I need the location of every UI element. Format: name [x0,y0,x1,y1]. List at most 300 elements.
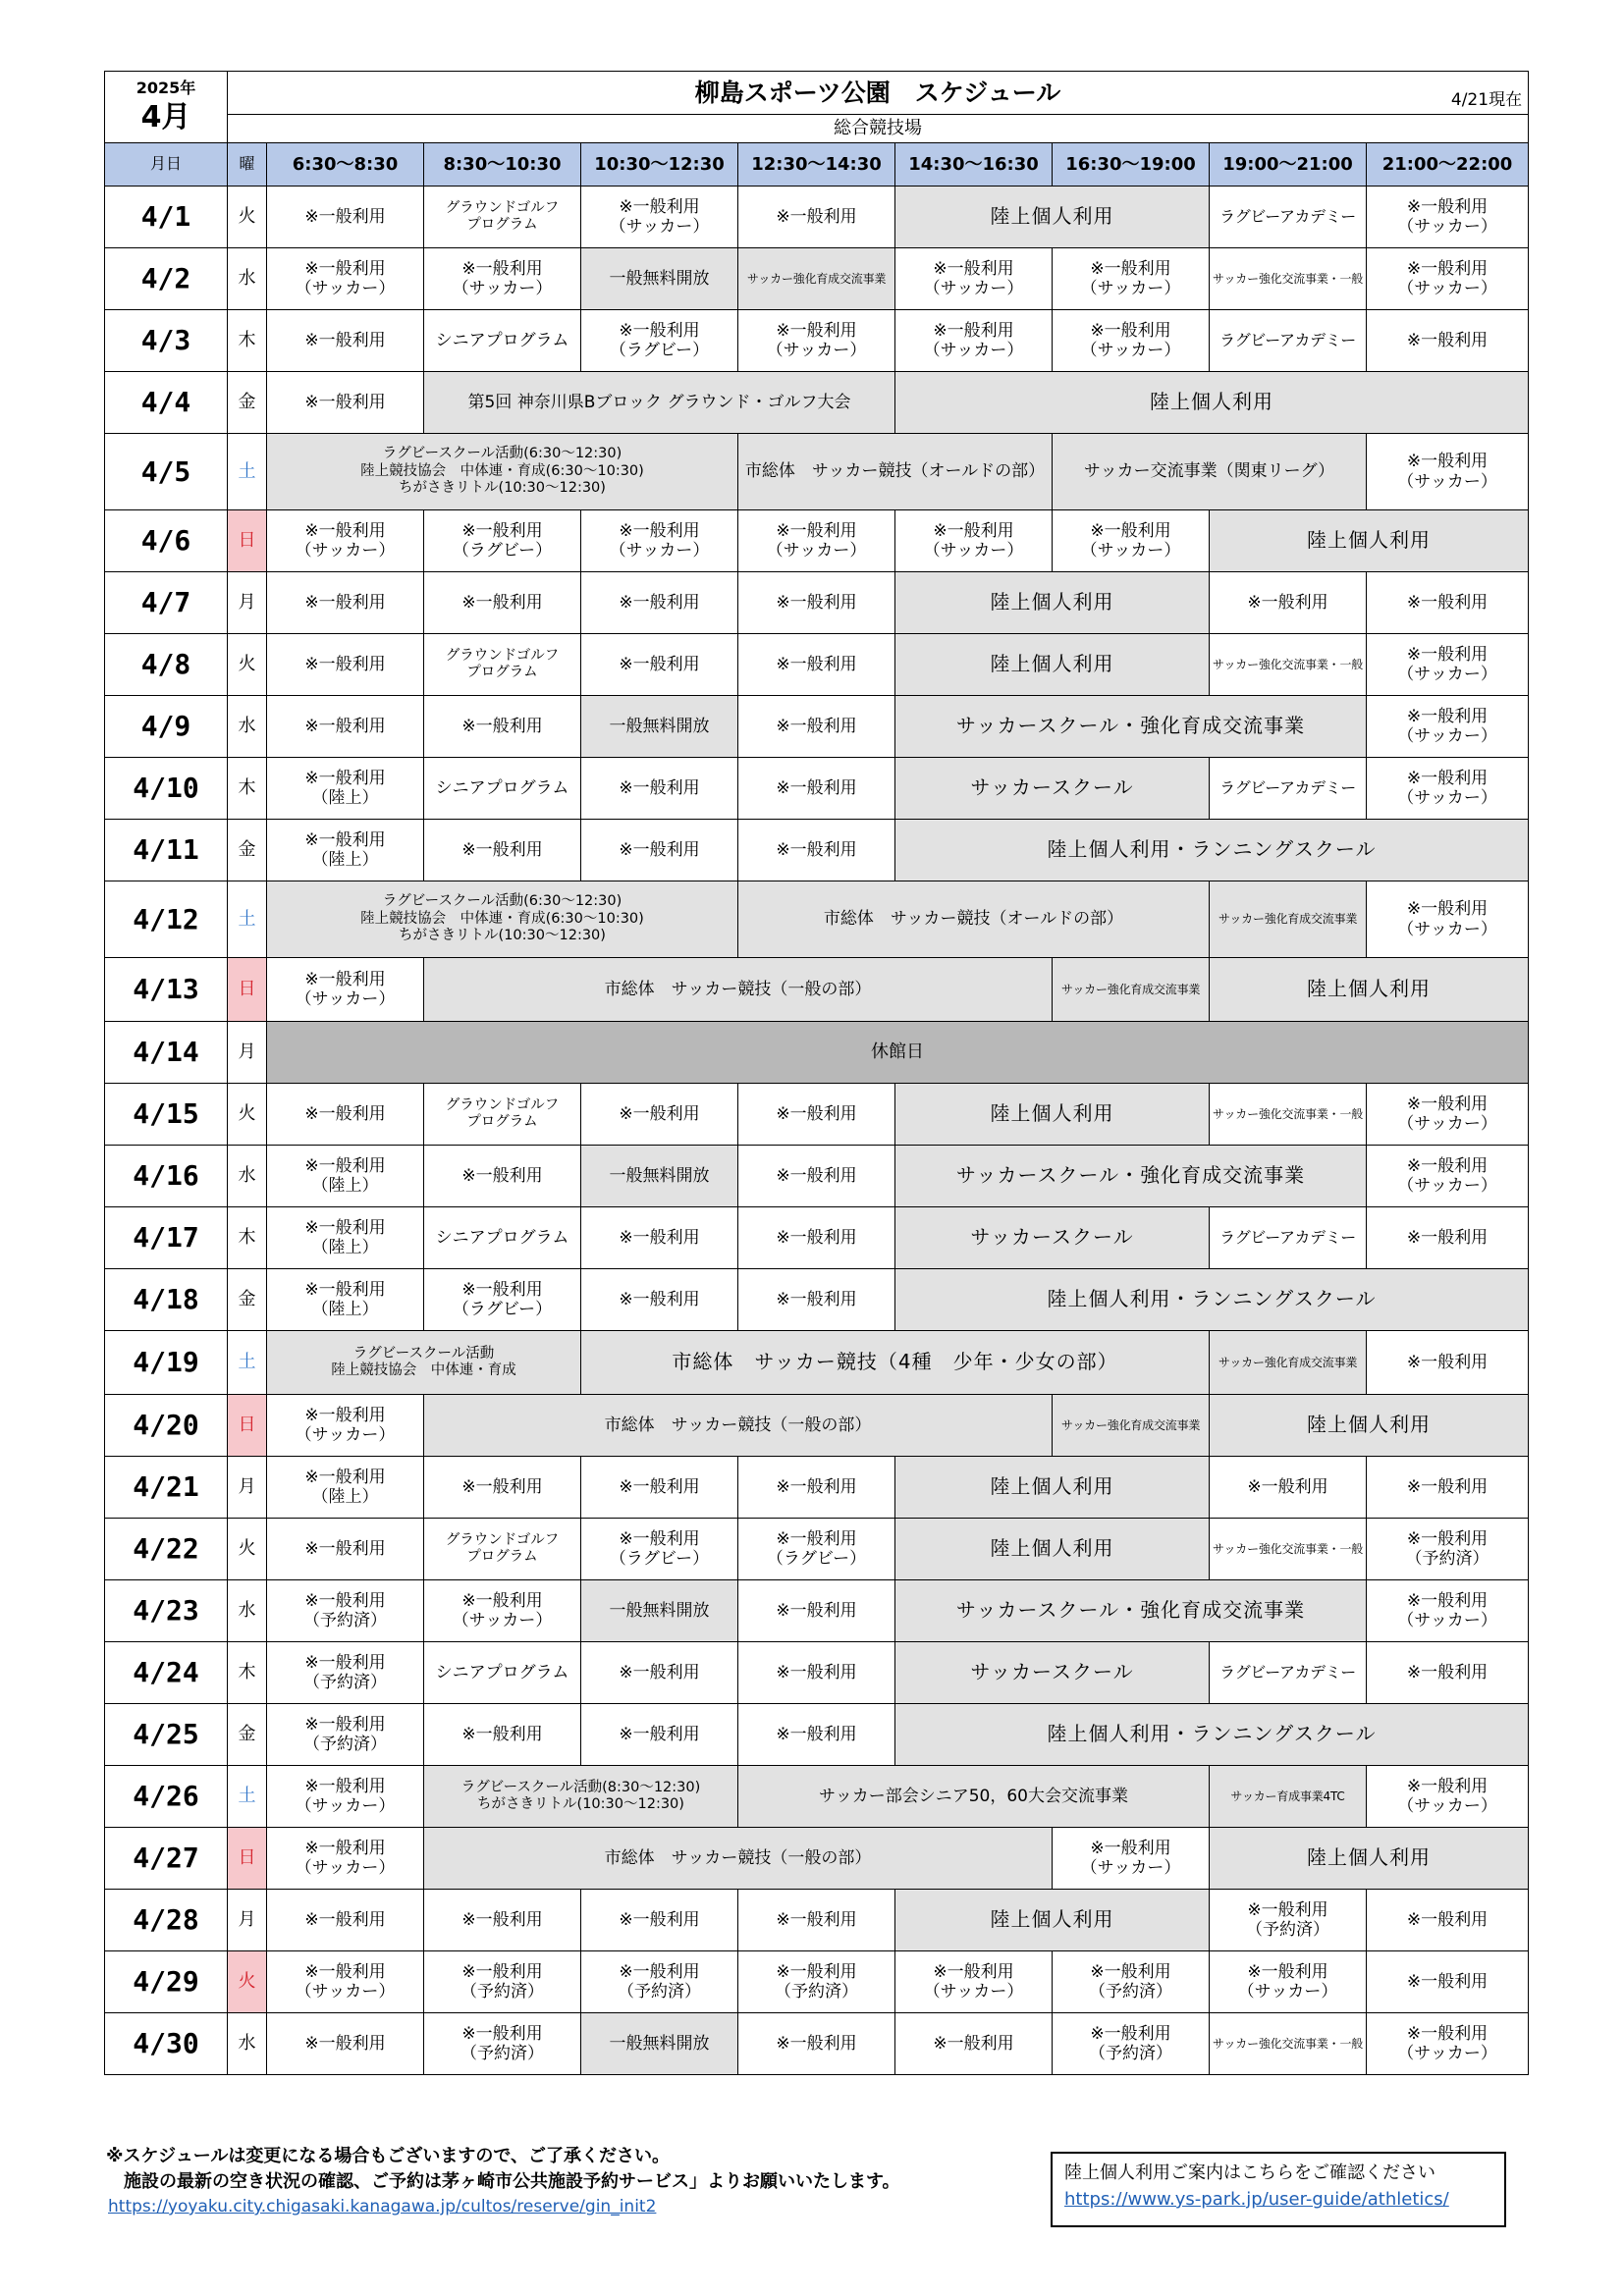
slot-text: ※一般利用 [776,1103,857,1124]
slot-cell [267,1951,424,2013]
slot-text: ※一般利用 [776,592,857,613]
slot-text: ※一般利用 [619,1289,700,1309]
weekday-cell: 月 [228,572,267,634]
slot-text: プログラム [466,1549,538,1565]
slot-text: ※一般利用 [619,1476,700,1497]
slot-text: ※一般利用 [461,716,543,736]
slot-text: サッカー強化交流事業・一般 [1212,271,1364,286]
schedule-row [105,1704,1529,1766]
slot-cell [738,1146,895,1207]
slot-text: ※一般利用 [1406,706,1489,726]
slot-text: （予約済） [303,1735,387,1754]
slot-cell [267,634,424,696]
slot-cell [738,572,895,634]
slot-text: ※一般利用 [1247,592,1328,613]
slot-text: ※一般利用 [304,2033,386,2054]
slot-cell [424,1457,581,1519]
slot-text: ラグビーアカデミー [1219,330,1356,349]
date-cell: 4/27 [105,1828,228,1890]
slot-cell [1367,187,1529,248]
slot-text: （サッカー） [295,1425,396,1445]
slot-text: ※一般利用 [1406,258,1489,279]
slot-text: ※一般利用 [304,1590,386,1611]
slot-cell [895,248,1053,310]
slot-text: （サッカー） [295,989,396,1009]
col-header-slot-5: 14:30〜16:30 [895,143,1053,187]
slot-cell [1367,881,1529,958]
slot-text: ※一般利用 [304,592,386,613]
weekday-cell: 木 [228,1642,267,1704]
slot-text: ※一般利用 [461,1961,543,1982]
date-cell: 4/12 [105,881,228,958]
slot-cell [581,634,738,696]
slot-text: 第5回 神奈川県Bブロック グラウンド・ゴルフ大会 [467,392,851,412]
schedule-row [105,510,1529,572]
slot-cell [267,696,424,758]
slot-text: ※一般利用 [461,1909,543,1930]
slot-text: ※一般利用 [1247,1961,1328,1982]
slot-cell [738,1084,895,1146]
footer-note [106,2144,900,2195]
schedule-row [105,1519,1529,1580]
slot-cell [581,310,738,372]
date-cell: 4/15 [105,1084,228,1146]
slot-text: （サッカー） [1397,2044,1497,2063]
schedule-row [105,1766,1529,1828]
slot-cell [1210,1519,1367,1580]
slot-text: 陸上競技協会 中体連・育成 [331,1362,516,1378]
slot-text: サッカー交流事業（関東リーグ） [1083,461,1335,482]
date-cell: 4/17 [105,1207,228,1269]
date-cell: 4/14 [105,1022,228,1084]
slot-text: シニアプログラム [435,1227,569,1248]
slot-cell [267,1207,424,1269]
slot-text: ※一般利用 [304,768,386,788]
slot-text: サッカー強化交流事業・一般 [1212,1106,1364,1121]
slot-text: シニアプログラム [435,777,569,798]
slot-text: （ラグビー） [452,541,553,561]
date-cell: 4/13 [105,958,228,1022]
slot-text: サッカースクール [970,775,1134,800]
slot-text: （サッカー） [1397,726,1497,746]
slot-cell [267,310,424,372]
slot-text: サッカースクール・強化育成交流事業 [955,714,1306,738]
slot-text: 一般無料開放 [609,716,710,736]
slot-text: （サッカー） [295,279,396,298]
slot-cell [1053,310,1210,372]
slot-text: ※一般利用 [776,1528,857,1549]
slot-text: サッカー強化育成交流事業 [746,271,887,286]
slot-text: （陸上） [311,850,379,870]
slot-cell [424,1766,738,1828]
slot-text: ※一般利用 [1406,1352,1489,1372]
slot-cell [738,1951,895,2013]
date-cell: 4/25 [105,1704,228,1766]
slot-text: ラグビースクール活動(6:30〜12:30) [382,446,623,462]
slot-cell [267,372,424,434]
slot-cell [1053,1828,1210,1890]
slot-cell [267,1269,424,1331]
date-cell: 4/30 [105,2013,228,2075]
slot-text: ※一般利用 [619,654,700,674]
slot-text: ※一般利用 [1406,1590,1489,1611]
slot-text: （サッカー） [452,1611,553,1630]
date-cell: 4/26 [105,1766,228,1828]
slot-text: グラウンドゴルフ [445,199,560,216]
slot-text: （陸上） [311,1176,379,1196]
slot-text: ※一般利用 [1406,1476,1489,1497]
col-header-slot-8: 21:00〜22:00 [1367,143,1529,187]
schedule-row [105,1580,1529,1642]
slot-text: ※一般利用 [1090,2023,1171,2044]
weekday-cell: 日 [228,510,267,572]
slot-text: ラグビーアカデミー [1219,1662,1356,1682]
slot-text: ※一般利用 [1090,320,1171,341]
slot-cell [895,1269,1529,1331]
weekday-cell: 水 [228,1146,267,1207]
slot-cell [738,1766,1210,1828]
date-cell: 4/2 [105,248,228,310]
slot-text: サッカー強化育成交流事業 [1218,912,1358,927]
slot-text: 一般無料開放 [609,2033,710,2054]
slot-cell [1210,1395,1529,1457]
slot-text: ※一般利用 [1406,1155,1489,1176]
slot-text: 陸上個人利用 [990,1474,1114,1499]
slot-text: ※一般利用 [776,716,857,736]
slot-text: ※一般利用 [619,1724,700,1744]
slot-cell [581,1519,738,1580]
slot-text: （サッカー） [295,1858,396,1878]
slot-text: ※一般利用 [776,1165,857,1186]
slot-cell [1367,1331,1529,1395]
slot-text: ※一般利用 [776,2033,857,2054]
slot-cell [1210,1890,1367,1951]
slot-text: （サッカー） [1397,1796,1497,1816]
slot-text: ※一般利用 [304,520,386,541]
slot-text: （サッカー） [1080,1858,1181,1878]
slot-text: ※一般利用 [1406,1909,1489,1930]
slot-cell [267,1084,424,1146]
schedule-row [105,1269,1529,1331]
slot-text: ※一般利用 [1406,768,1489,788]
slot-cell [1367,1642,1529,1704]
slot-text: （サッカー） [1397,1176,1497,1196]
slot-text: 市総体 サッカー競技（4種 少年・少女の部） [672,1350,1118,1374]
date-cell: 4/4 [105,372,228,434]
slot-text: （サッカー） [1397,279,1497,298]
slot-text: ※一般利用 [1406,899,1489,920]
slot-cell [267,1828,424,1890]
slot-text: グラウンドゴルフ [445,1531,560,1548]
slot-text: （予約済） [1089,2044,1172,2063]
slot-cell [267,1642,424,1704]
slot-cell [738,2013,895,2075]
weekday-cell: 土 [228,1766,267,1828]
slot-text: 陸上個人利用 [990,652,1114,676]
slot-text: ※一般利用 [304,1909,386,1930]
slot-text: （サッカー） [923,279,1024,298]
slot-cell [738,1457,895,1519]
slot-cell [738,187,895,248]
slot-cell [895,1457,1210,1519]
schedule-row [105,820,1529,881]
slot-cell [738,1704,895,1766]
slot-cell [267,1395,424,1457]
slot-text: ※一般利用 [461,258,543,279]
slot-cell [895,1580,1367,1642]
slot-text: ※一般利用 [1090,520,1171,541]
date-cell: 4/18 [105,1269,228,1331]
schedule-row [105,2013,1529,2075]
weekday-cell: 日 [228,1395,267,1457]
slot-text: ちがさきリトル(10:30〜12:30) [399,928,606,944]
slot-text: （予約済） [303,1673,387,1692]
weekday-cell: 火 [228,1084,267,1146]
slot-text: ※一般利用 [461,520,543,541]
weekday-cell: 月 [228,1890,267,1951]
slot-text: グラウンドゴルフ [445,1096,560,1113]
slot-text: ※一般利用 [304,258,386,279]
slot-text: （ラグビー） [766,1549,867,1569]
slot-text: （予約済） [1246,1920,1329,1940]
slot-cell [1210,1084,1367,1146]
slot-text: ※一般利用 [461,592,543,613]
slot-cell [424,820,581,881]
weekday-cell: 金 [228,372,267,434]
slot-cell [267,510,424,572]
slot-text: ※一般利用 [461,1590,543,1611]
slot-text: 陸上個人利用・ランニングスクール [1047,1287,1377,1311]
col-header-slot-1: 6:30〜8:30 [267,143,424,187]
slot-text: ※一般利用 [304,716,386,736]
slot-cell [581,248,738,310]
as-of-date: 4/21現在 [1450,89,1523,110]
slot-text: ※一般利用 [619,1227,700,1248]
slot-text: 一般無料開放 [609,1165,710,1186]
slot-text: （サッカー） [1080,341,1181,360]
slot-text: 陸上個人利用 [990,204,1114,229]
slot-cell [738,881,1210,958]
slot-text: 陸上個人利用 [1150,390,1274,414]
slot-text: ※一般利用 [933,520,1014,541]
slot-text: （サッカー） [452,279,553,298]
slot-text: ※一般利用 [776,777,857,798]
slot-text: ※一般利用 [461,1165,543,1186]
slot-cell [895,758,1210,820]
weekday-cell: 土 [228,434,267,510]
schedule-row [105,1022,1529,1084]
slot-cell [1210,881,1367,958]
schedule-row [105,310,1529,372]
slot-text: ※一般利用 [1406,1528,1489,1549]
slot-text: ※一般利用 [304,1155,386,1176]
slot-cell [1053,1395,1210,1457]
slot-text: 市総体 サッカー競技（一般の部） [604,1847,872,1868]
slot-cell [424,634,581,696]
slot-text: ※一般利用 [619,520,700,541]
date-cell: 4/28 [105,1890,228,1951]
slot-text: 一般無料開放 [609,1600,710,1621]
slot-text: （予約済） [460,2044,544,2063]
slot-text: 陸上競技協会 中体連・育成(6:30〜10:30) [360,462,644,479]
slot-text: （サッカー） [923,541,1024,561]
slot-text: 陸上個人利用 [1307,1845,1432,1870]
slot-text: ※一般利用 [619,1103,700,1124]
slot-text: グラウンドゴルフ [445,647,560,664]
slot-text: ※一般利用 [776,1662,857,1682]
slot-cell [1210,634,1367,696]
athletics-info-text: 陸上個人利用ご案内はこちらをご確認ください [1064,2163,1435,2183]
slot-text: サッカースクール [970,1660,1134,1684]
slot-text: 一般無料開放 [609,268,710,289]
slot-cell [267,1146,424,1207]
slot-text: サッカー強化交流事業・一般 [1212,1541,1364,1556]
slot-cell [738,634,895,696]
slot-cell [895,310,1053,372]
slot-text: （陸上） [311,1238,379,1257]
slot-text: ※一般利用 [933,258,1014,279]
date-cell: 4/29 [105,1951,228,2013]
footer-note-line2: 施設の最新の空き状況の確認、ご予約は茅ヶ崎市公共施設予約サービス」よりお願いいたします。 [124,2171,900,2193]
slot-text: ※一般利用 [619,1528,700,1549]
slot-cell [1367,1146,1529,1207]
weekday-cell: 木 [228,1207,267,1269]
slot-cell [1367,696,1529,758]
slot-cell [267,248,424,310]
slot-text: ※一般利用 [776,1961,857,1982]
slot-cell [895,372,1529,434]
slot-cell [1210,248,1367,310]
date-cell: 4/5 [105,434,228,510]
slot-cell [1210,310,1367,372]
column-header-row [105,143,1529,187]
slot-cell [267,1331,581,1395]
slot-text: 陸上個人利用 [990,1907,1114,1932]
slot-text: （予約済） [775,1982,858,2002]
slot-text: （予約済） [618,1982,701,2002]
slot-cell [424,1395,1053,1457]
slot-text: ※一般利用 [304,1961,386,1982]
slot-text: サッカー強化育成交流事業 [1060,1417,1201,1432]
slot-cell [581,2013,738,2075]
slot-text: ※一般利用 [304,1279,386,1300]
slot-text: （サッカー） [1397,1611,1497,1630]
slot-text: ※一般利用 [619,1961,700,1982]
slot-cell [738,510,895,572]
slot-cell [738,696,895,758]
year-month-cell [105,72,228,143]
slot-text: （陸上） [311,788,379,808]
col-header-slot-7: 19:00〜21:00 [1210,143,1367,187]
slot-text: （サッカー） [766,341,867,360]
slot-cell [738,1519,895,1580]
slot-text: ※一般利用 [776,1476,857,1497]
slot-text: ちがさきリトル(10:30〜12:30) [477,1796,684,1812]
slot-text: 市総体 サッカー競技（オールドの部） [744,461,1046,482]
slot-cell [267,1457,424,1519]
slot-cell [895,1704,1529,1766]
slot-text: ※一般利用 [461,2023,543,2044]
schedule-row [105,1951,1529,2013]
slot-text: サッカー強化交流事業・一般 [1212,657,1364,671]
slot-cell [581,696,738,758]
slot-cell [424,1642,581,1704]
slot-cell [895,1890,1210,1951]
slot-cell [267,2013,424,2075]
slot-cell [581,1084,738,1146]
slot-cell [1210,758,1367,820]
slot-cell [1367,310,1529,372]
schedule-row [105,958,1529,1022]
slot-text: ※一般利用 [1406,2023,1489,2044]
date-cell: 4/9 [105,696,228,758]
slot-cell [1367,1951,1529,2013]
slot-cell [895,1642,1210,1704]
slot-text: ※一般利用 [1406,592,1489,613]
reservation-link[interactable]: https://yoyaku.city.chigasaki.kanagawa.jp/cultos/reserve/gin_init2 [108,2197,657,2216]
date-cell: 4/11 [105,820,228,881]
slot-cell [738,310,895,372]
schedule-row [105,372,1529,434]
slot-cell [738,434,1053,510]
slot-cell [1367,1457,1529,1519]
schedule-row [105,1395,1529,1457]
slot-cell [738,248,895,310]
slot-text: （サッカー） [295,1796,396,1816]
slot-text: 市総体 サッカー競技（一般の部） [604,979,872,999]
slot-text: 市総体 サッカー競技（一般の部） [604,1415,872,1435]
date-cell: 4/21 [105,1457,228,1519]
slot-cell [1210,187,1367,248]
slot-text: 陸上個人利用 [1307,528,1432,553]
slot-text: （サッカー） [1397,217,1497,237]
col-header-slot-4: 12:30〜14:30 [738,143,895,187]
slot-text: ※一般利用 [304,1652,386,1673]
date-cell: 4/16 [105,1146,228,1207]
slot-text: ※一般利用 [933,1961,1014,1982]
schedule-row [105,1828,1529,1890]
slot-text: （予約済） [1405,1549,1489,1569]
weekday-cell: 日 [228,958,267,1022]
date-cell: 4/3 [105,310,228,372]
slot-text: ※一般利用 [461,839,543,860]
weekday-cell: 日 [228,1828,267,1890]
slot-text: 陸上個人利用 [990,590,1114,614]
slot-text: （ラグビー） [609,1549,710,1569]
slot-cell [895,1519,1210,1580]
venue-label: 総合競技場 [228,115,1529,143]
date-cell: 4/20 [105,1395,228,1457]
date-cell: 4/23 [105,1580,228,1642]
slot-text: ※一般利用 [304,206,386,227]
slot-text: ※一般利用 [619,1909,700,1930]
slot-text: 陸上個人利用 [1307,1413,1432,1437]
slot-cell [424,1704,581,1766]
slot-text: 陸上個人利用 [990,1536,1114,1561]
slot-cell [895,696,1367,758]
slot-text: ※一般利用 [776,320,857,341]
slot-text: ※一般利用 [1247,1476,1328,1497]
slot-text: ※一般利用 [304,330,386,350]
slot-cell [267,572,424,634]
slot-text: プログラム [466,1114,538,1130]
weekday-cell: 土 [228,1331,267,1395]
weekday-cell: 金 [228,1704,267,1766]
athletics-info-link[interactable]: https://www.ys-park.jp/user-guide/athletics/ [1064,2189,1449,2210]
slot-text: プログラム [466,217,538,233]
schedule-row [105,1642,1529,1704]
slot-text: （サッカー） [609,541,710,561]
